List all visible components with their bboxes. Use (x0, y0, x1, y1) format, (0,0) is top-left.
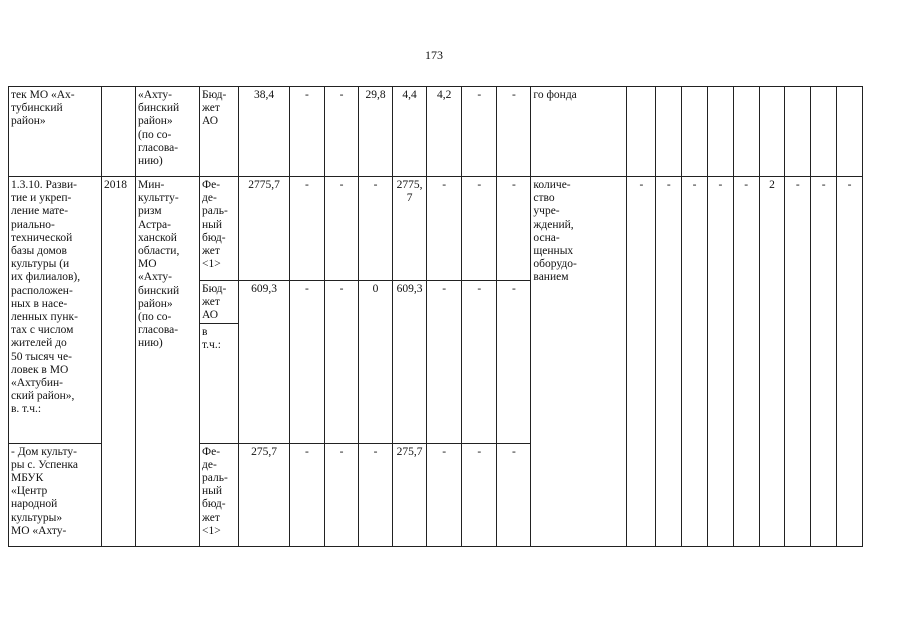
cell-value: - (427, 281, 462, 444)
cell-value: - (289, 281, 324, 444)
cell-value: - (289, 177, 324, 281)
cell-indicator-value (785, 87, 811, 177)
cell-indicator-value (682, 87, 708, 177)
cell-year (101, 87, 135, 177)
cell-name: тек МО «Ах- тубинский район» (9, 87, 102, 177)
cell-value: 0 (359, 281, 393, 444)
cell-executor: Мин- культту- ризм Астра- ханской области, МО «Ахту- бинский район» (по со- гласова- нию) (136, 177, 200, 547)
cell-value: - (289, 87, 324, 177)
cell-value: - (497, 443, 531, 546)
cell-value: - (462, 281, 497, 444)
cell-value: 2775,7 (393, 177, 427, 281)
cell-source: в т.ч.: (200, 323, 239, 443)
cell-source: Фе- де- раль- ный бюд- жет <1> (200, 177, 239, 281)
cell-value: - (359, 177, 393, 281)
cell-total: 275,7 (239, 443, 290, 546)
cell-indicator-value (733, 87, 759, 177)
page-number: 173 (425, 48, 443, 62)
cell-value: - (462, 443, 497, 546)
cell-value: 609,3 (393, 281, 427, 444)
cell-value: - (324, 281, 358, 444)
cell-indicator: количе- ство учре- ждений, осна- щенных оборудо- ванием (531, 177, 627, 547)
cell-source: Бюд- жет АО (200, 87, 239, 177)
cell-value: - (427, 443, 462, 546)
cell-indicator-value: - (837, 177, 863, 547)
cell-indicator-value: - (707, 177, 733, 547)
cell-indicator-value (656, 87, 682, 177)
cell-value: 4,4 (393, 87, 427, 177)
cell-value: 29,8 (359, 87, 393, 177)
cell-source: Бюд- жет АО (200, 281, 239, 324)
cell-value: - (497, 87, 531, 177)
cell-indicator-value (707, 87, 733, 177)
cell-value: - (427, 177, 462, 281)
cell-indicator-value (759, 87, 785, 177)
cell-source: Фе- де- раль- ный бюд- жет <1> (200, 443, 239, 546)
table-row (9, 177, 863, 281)
cell-indicator-value: - (785, 177, 811, 547)
cell-total: 609,3 (239, 281, 290, 444)
cell-year: 2018 (101, 177, 135, 547)
cell-value: - (462, 87, 497, 177)
cell-indicator-value: - (656, 177, 682, 547)
cell-indicator-value (811, 87, 837, 177)
cell-indicator-value: 2 (759, 177, 785, 547)
cell-indicator-value: - (733, 177, 759, 547)
cell-value: - (324, 87, 358, 177)
table-row (9, 87, 863, 177)
cell-total: 2775,7 (239, 177, 290, 281)
cell-executor: «Ахту- бинский район» (по со- гласова- нию) (136, 87, 200, 177)
cell-indicator-value (837, 87, 863, 177)
cell-value: - (324, 443, 358, 546)
cell-name: - Дом культу- ры с. Успенка МБУК «Центр народной культуры» МО «Ахту- (9, 443, 102, 546)
cell-indicator-value: - (627, 177, 656, 547)
cell-value: - (462, 177, 497, 281)
cell-value: - (497, 281, 531, 444)
cell-value: 275,7 (393, 443, 427, 546)
cell-indicator: го фонда (531, 87, 627, 177)
cell-value: 4,2 (427, 87, 462, 177)
program-table (8, 86, 863, 547)
cell-name: 1.3.10. Разви- тие и укреп- ление мате- риально- технической базы домов культуры (и их филиалов), расположен- ных в насе- ленных пунк- тах с числом жителей до 50 тысяч че- ловек в МО «Ахтубин- ский район», в. т.ч.: (9, 177, 102, 444)
cell-indicator-value (627, 87, 656, 177)
cell-value: - (497, 177, 531, 281)
cell-indicator-value: - (682, 177, 708, 547)
cell-indicator-value: - (811, 177, 837, 547)
cell-total: 38,4 (239, 87, 290, 177)
cell-value: - (324, 177, 358, 281)
cell-value: - (289, 443, 324, 546)
cell-value: - (359, 443, 393, 546)
